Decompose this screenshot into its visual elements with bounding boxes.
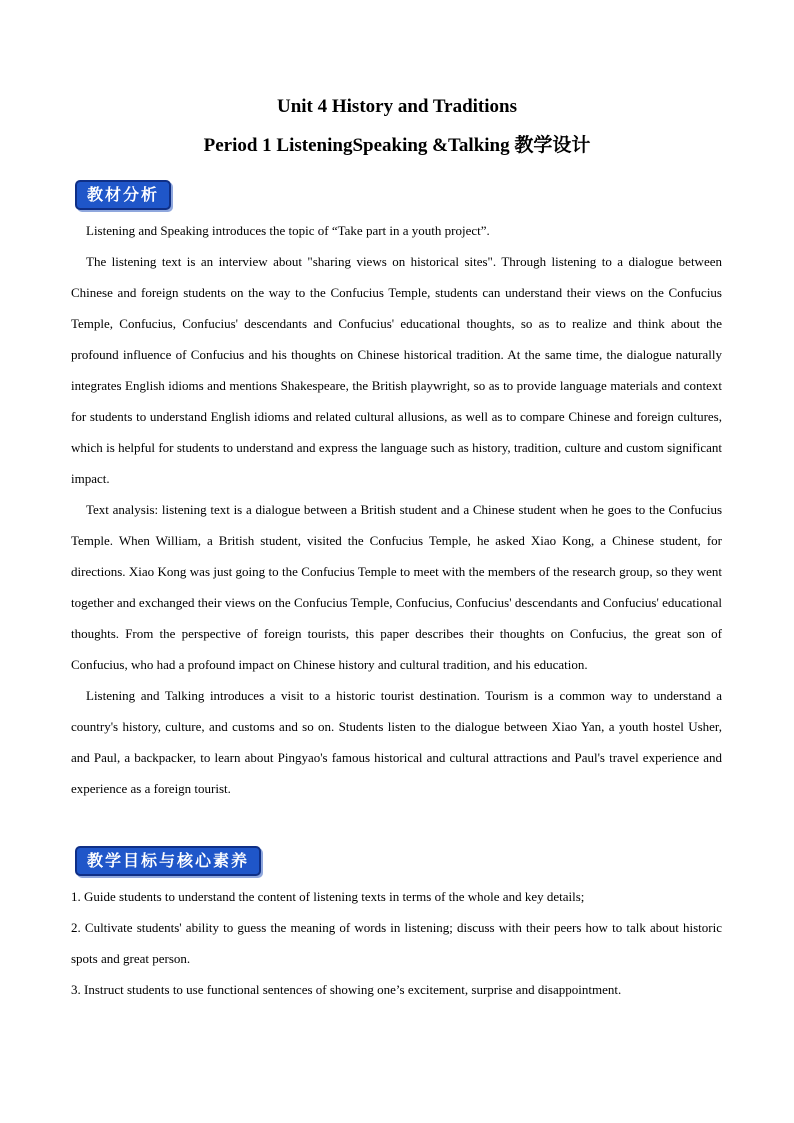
analysis-paragraph: Listening and Speaking introduces the topic of “Take part in a youth project”. [86,223,490,238]
analysis-paragraph: Text analysis: listening text is a dialogue between a British student and a Chinese student when he goes to the Confucius Temple. When William, a British student, visited the Confucius Temple, he asked Xiao Kong, a Chinese student, for directions. Xiao Kong was just going to the Confucius Temple to meet with the members of the research group, so they went together and exchanged their views on the Confucius Temple, Confucius, Confucius' descendants and Confucius' educational thoughts. From the perspective of foreign tourists, this paper describes their thoughts on Confucius, the great son of Confucius, who had a profound impact on Chinese history and cultural tradition, and his education. [71,502,722,672]
section-heading-analysis: 教材分析 [75,180,171,210]
analysis-paragraph: The listening text is an interview about "sharing views on historical sites". Through listening to a dialogue between Chinese and foreign students on the way to the Confucius Temple, students can understand their views on the Confucius Temple, Confucius, Confucius' descendants and Confucius' educational thoughts, so as to realize and think about the profound influence of Confucius and his thoughts on Chinese historical tradition. At the same time, the dialogue naturally integrates English idioms and mentions Shakespeare, the British playwright, so as to provide language materials and context for students to understand English idioms and related cultural allusions, as well as to compare Chinese and foreign cultures, which is helpful for students to understand and express the language such as history, tradition, culture and custom significant impact. [71,254,722,486]
analysis-section [71,215,722,804]
document-title: Unit 4 History and Traditions [276,96,517,117]
section-heading-objectives: 教学目标与核心素养 [75,846,261,876]
objective-item: 1. Guide students to understand the content of listening texts in terms of the whole and key details; [71,889,585,904]
objective-item: 3. Instruct students to use functional sentences of showing one’s excitement, surprise and disappointment. [71,982,622,997]
document-subtitle: Period 1 ListeningSpeaking &Talking 教学设计 [203,135,591,156]
objective-item: 2. Cultivate students' ability to guess the meaning of words in listening; discuss with their peers how to talk about historic spots and great person. [71,920,722,966]
objectives-section [71,881,722,1005]
analysis-paragraph: Listening and Talking introduces a visit to a historic tourist destination. Tourism is a common way to understand a country's history, culture, and customs and so on. Students listen to the dialogue between Xiao Yan, a youth hostel Usher, and Paul, a backpacker, to learn about Pingyao's famous historical and cultural attractions and Paul's travel experience and experience as a foreign tourist. [71,688,722,796]
